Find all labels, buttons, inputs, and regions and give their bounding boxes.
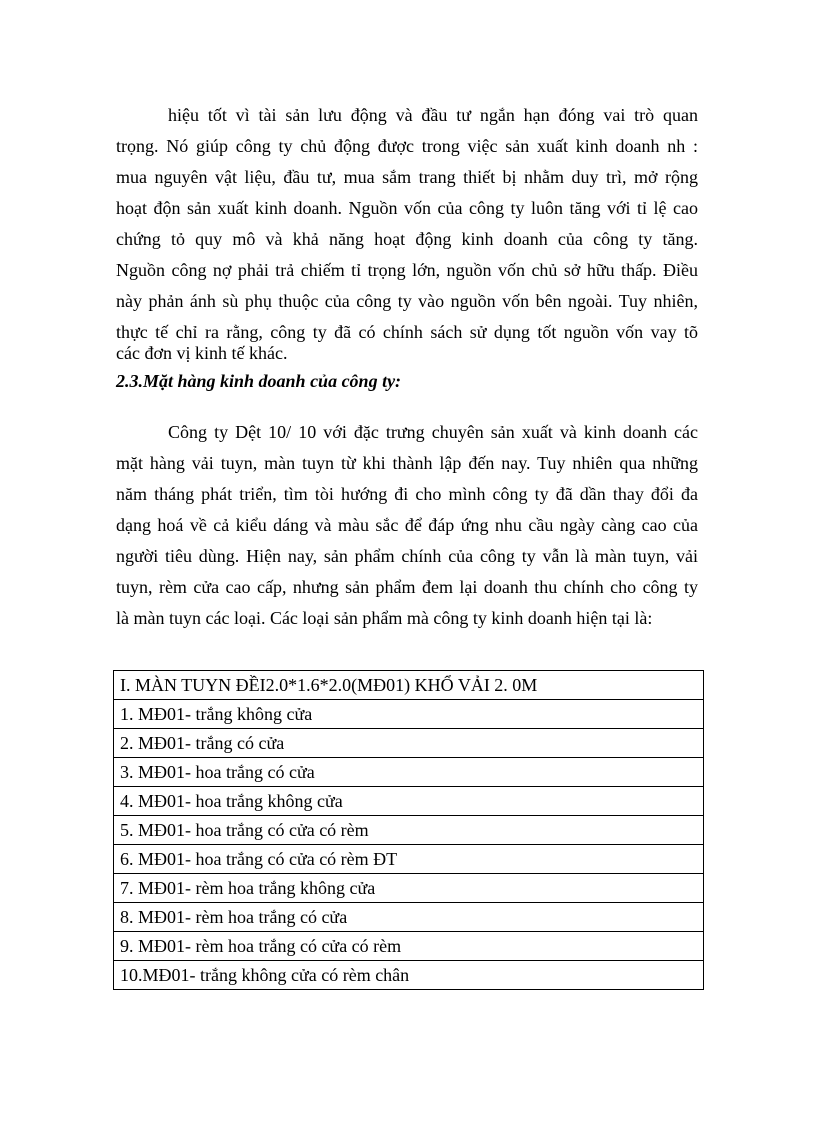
text-line: trọng. Nó giúp công ty chủ động được trong việc sản xuất kinh doanh nh : xyxy=(116,136,698,156)
table-cell: 1. MĐ01- trắng không cửa xyxy=(114,700,704,729)
table-row xyxy=(114,932,704,961)
table-row xyxy=(114,758,704,787)
text-line: tuyn, rèm cửa cao cấp, nhưng sản phẩm đem lại doanh thu chính cho công ty xyxy=(116,577,698,597)
table-row xyxy=(114,903,704,932)
table-cell: 5. MĐ01- hoa trắng có cửa có rèm xyxy=(114,816,704,845)
text-line: người tiêu dùng. Hiện nay, sản phẩm chính của công ty vẫn là màn tuyn, vải xyxy=(116,546,698,566)
table-cell: 10.MĐ01- trắng không cửa có rèm chân xyxy=(114,961,704,990)
table-cell: 6. MĐ01- hoa trắng có cửa có rèm ĐT xyxy=(114,845,704,874)
table-row xyxy=(114,700,704,729)
text-line: dạng hoá về cả kiểu dáng và màu sắc để đáp ứng nhu cầu ngày càng cao của xyxy=(116,515,698,535)
table-row xyxy=(114,874,704,903)
table-cell: 4. MĐ01- hoa trắng không cửa xyxy=(114,787,704,816)
table-row xyxy=(114,845,704,874)
table-cell: 3. MĐ01- hoa trắng có cửa xyxy=(114,758,704,787)
table-cell: 2. MĐ01- trắng có cửa xyxy=(114,729,704,758)
text-line: chứng tỏ quy mô và khả năng hoạt động kinh doanh của công ty tăng. xyxy=(116,229,698,249)
table-row xyxy=(114,816,704,845)
table-header-row xyxy=(114,671,704,700)
text-line: hoạt độn sản xuất kinh doanh. Nguồn vốn của công ty luôn tăng với tỉ lệ cao xyxy=(116,198,698,218)
text-line: này phản ánh sù phụ thuộc của công ty vào nguồn vốn bên ngoài. Tuy nhiên, xyxy=(116,291,698,311)
text-line: hiệu tốt vì tài sản lưu động và đầu tư ngắn hạn đóng vai trò quan xyxy=(168,105,698,125)
text-line: Công ty Dệt 10/ 10 với đặc trưng chuyên sản xuất và kinh doanh các xyxy=(168,422,698,442)
table-cell: 8. MĐ01- rèm hoa trắng có cửa xyxy=(114,903,704,932)
section-heading: 2.3.Mặt hàng kinh doanh của công ty: xyxy=(116,371,402,391)
text-line: là màn tuyn các loại. Các loại sản phẩm mà công ty kinh doanh hiện tại là: xyxy=(116,608,653,628)
text-line: năm tháng phát triển, tìm tòi hướng đi cho mình công ty đã dần thay đổi đa xyxy=(116,484,698,504)
text-line: các đơn vị kinh tế khác. xyxy=(116,343,288,363)
text-line: mua nguyên vật liệu, đầu tư, mua sắm trang thiết bị nhằm duy trì, mở rộng xyxy=(116,167,698,187)
table-header-cell: I. MÀN TUYN ĐỀI2.0*1.6*2.0(MĐ01) KHỔ VẢI 2. 0M xyxy=(114,671,704,700)
table-cell: 7. MĐ01- rèm hoa trắng không cửa xyxy=(114,874,704,903)
table-cell: 9. MĐ01- rèm hoa trắng có cửa có rèm xyxy=(114,932,704,961)
table-row xyxy=(114,961,704,990)
text-line: Nguồn công nợ phải trả chiếm tỉ trọng lớn, nguồn vốn chủ sở hữu thấp. Điều xyxy=(116,260,698,280)
table-row xyxy=(114,729,704,758)
table-row xyxy=(114,787,704,816)
product-table xyxy=(113,670,704,990)
text-line: mặt hàng vải tuyn, màn tuyn từ khi thành lập đến nay. Tuy nhiên qua những xyxy=(116,453,698,473)
text-line: thực tế chỉ ra rằng, công ty đã có chính sách sử dụng tốt nguồn vốn vay tõ xyxy=(116,322,698,342)
